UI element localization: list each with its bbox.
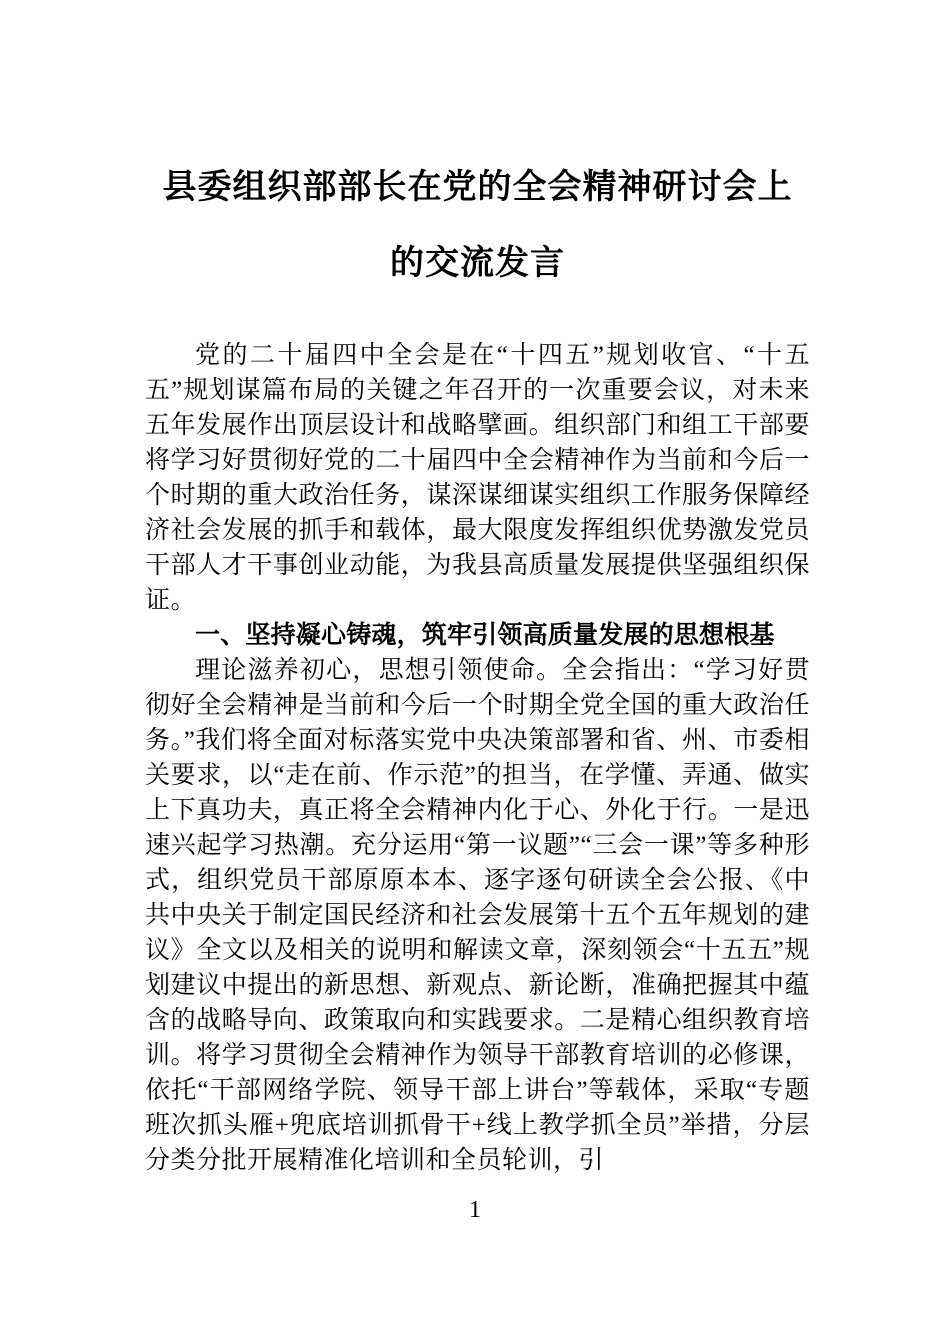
title-line-1: 县委组织部部长在党的全会精神研讨会上 [162,169,793,206]
title-line-2: 的交流发言 [390,245,565,282]
section-heading-1: 一、坚持凝心铸魂，筑牢引领高质量发展的思想根基 [195,621,775,649]
page-number: 1 [469,1197,481,1223]
paragraph-section-1-body: 理论滋养初心，思想引领使命。全会指出：“学习好贯彻好全会精神是当前和今后一个时期全党全国的重大政治任务。”我们将全面对标落实党中央决策部署和省、州、市委相关要求，以“走在前、作示范”的担当，在学懂、弄通、做实上下真功夫，真正将全会精神内化于心、外化于行。一是迅速兴起学习热潮。充分运用“第一议题”“三会一课”等多种形式，组织党员干部原原本本、逐字逐句研读全会公报、《中共中央关于制定国民经济和社会发展第十五个五年规划的建议》全文以及相关的说明和解读文章，深刻领会“十五五”规划建议中提出的新思想、新观点、新论断，准确把握其中蕴含的战略导向、政策取向和实践要求。二是精心组织教育培训。将学习贯彻全会精神作为领导干部教育培训的必修课，依托“干部网络学院、领导干部上讲台”等载体，采取“专题班次抓头雁+兜底培训抓骨干+线上教学抓全员”举措，分层分类分批开展精准化培训和全员轮训，引 [145,657,810,1174]
document-title [145,150,810,302]
paragraph-intro: 党的二十届四中全会是在“十四五”规划收官、“十五五”规划谋篇布局的关键之年召开的一次重要会议，对未来五年发展作出顶层设计和战略擘画。组织部门和组工干部要将学习好贯彻好党的二十届四中全会精神作为当前和今后一个时期的重大政治任务，谋深谋细谋实组织工作服务保障经济社会发展的抓手和载体，最大限度发挥组织优势激发党员干部人才干事创业动能，为我县高质量发展提供坚强组织保证。 [145,342,810,614]
